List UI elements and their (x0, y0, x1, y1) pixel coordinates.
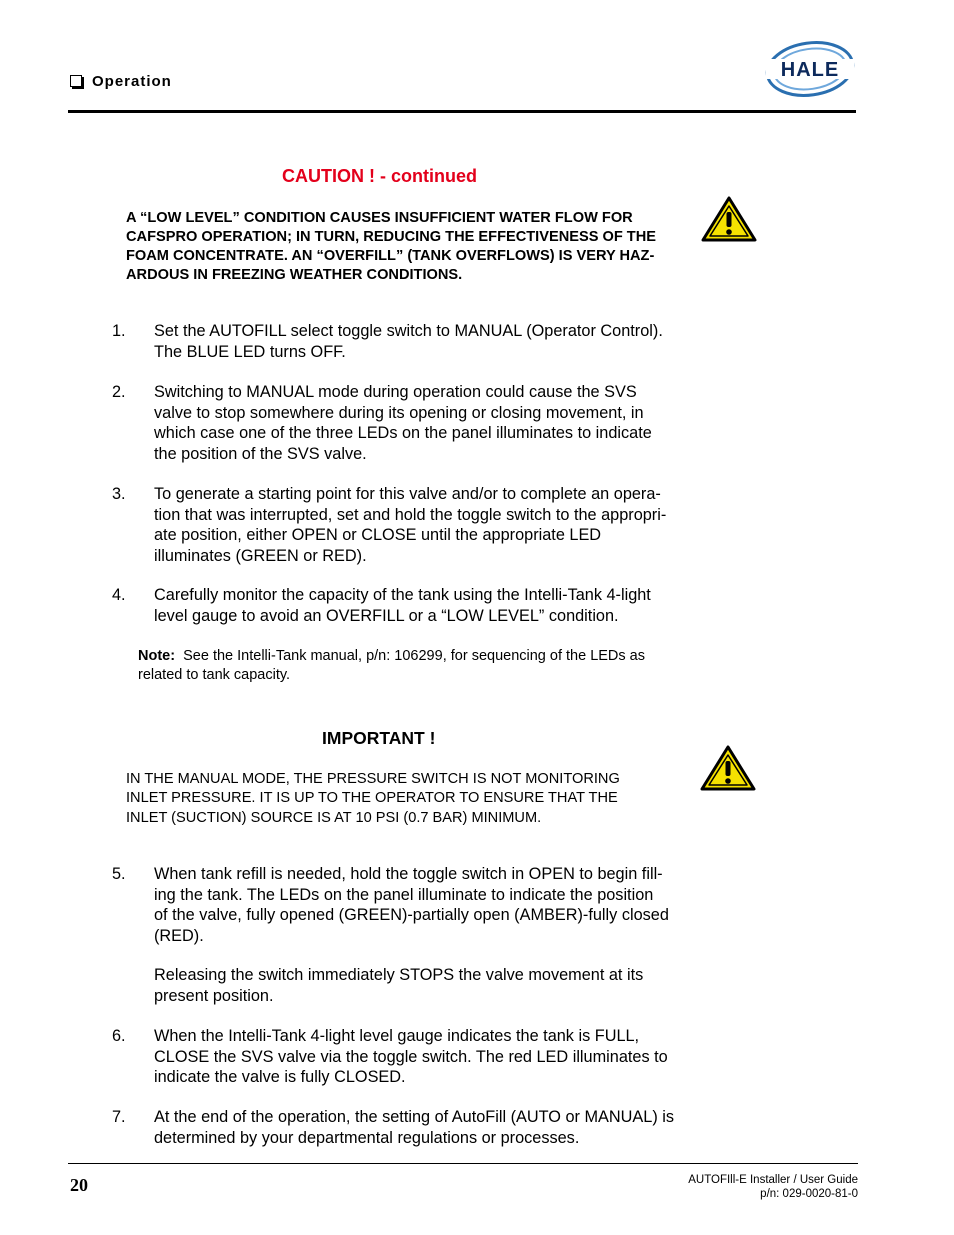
note (138, 647, 698, 684)
step-line: To generate a starting point for this valve and/or to complete an opera- (154, 485, 661, 503)
list-item (112, 382, 702, 464)
step-number: 3. (112, 485, 126, 503)
step-line: Set the AUTOFILL select toggle switch to MANUAL (Operator Control). (154, 322, 663, 340)
caution-line: FOAM CONCENTRATE. AN “OVERFILL” (TANK OVERFLOWS) IS VERY HAZ- (126, 248, 655, 264)
step-line: determined by your departmental regulations or processes. (154, 1128, 580, 1147)
step-line: ing the tank. The LEDs on the panel illuminate to indicate the position (154, 885, 654, 904)
list-item (112, 1107, 702, 1148)
step-line: When tank refill is needed, hold the toggle switch in OPEN to begin fill- (154, 865, 663, 883)
footer-rule (68, 1163, 858, 1164)
step-number: 2. (112, 383, 126, 401)
caution-title: CAUTION ! - continued (282, 166, 477, 186)
step-line: Releasing the switch immediately STOPS the valve movement at its (154, 966, 644, 984)
note-line: related to tank capacity. (138, 666, 291, 683)
important-line: INLET PRESSURE. IT IS UP TO THE OPERATOR TO ENSURE THAT THE (126, 790, 618, 807)
step-line: of the valve, fully opened (GREEN)-partially open (AMBER)-fully closed (154, 906, 669, 924)
step-line: present position. (154, 986, 274, 1005)
section-title: Operation (92, 73, 172, 90)
step-line: tion that was interrupted, set and hold the toggle switch to the appropri- (154, 505, 667, 524)
step-line: Switching to MANUAL mode during operation could cause the SVS (154, 383, 637, 401)
step-line: At the end of the operation, the setting of AutoFill (AUTO or MANUAL) is (154, 1108, 675, 1126)
step-line: ate position, either OPEN or CLOSE until the appropriate LED (154, 526, 602, 544)
step-line: which case one of the three LEDs on the panel illuminates to indicate (154, 424, 652, 442)
section-label (70, 73, 172, 90)
caution-line: ARDOUS IN FREEZING WEATHER CONDITIONS. (126, 267, 463, 283)
step-number: 7. (112, 1108, 126, 1126)
footer-doc-info (688, 1173, 858, 1201)
list-item (112, 864, 702, 946)
warning-triangle-icon (700, 744, 756, 792)
important-text (126, 770, 696, 828)
step-number: 6. (112, 1027, 126, 1045)
list-item (112, 321, 702, 362)
step-line: valve to stop somewhere during its opening or closing movement, in (154, 403, 644, 422)
step-line: indicate the valve is fully CLOSED. (154, 1068, 406, 1086)
list-item (112, 585, 702, 626)
caution-line: A “LOW LEVEL” CONDITION CAUSES INSUFFICIENT WATER FLOW FOR (126, 210, 633, 226)
step-line: level gauge to avoid an OVERFILL or a “LOW LEVEL” condition. (154, 606, 619, 625)
step-number: 5. (112, 865, 126, 883)
list-item (112, 965, 702, 1006)
step-line: illuminates (GREEN or RED). (154, 546, 367, 565)
step-number: 4. (112, 586, 126, 604)
header-rule (68, 110, 856, 113)
svg-text:HALE: HALE (780, 59, 840, 81)
note-line: See the Intelli-Tank manual, p/n: 106299, for sequencing of the LEDs as (183, 648, 646, 664)
step-number: 1. (112, 322, 126, 340)
important-title: IMPORTANT ! (322, 728, 436, 748)
step-line: CLOSE the SVS valve via the toggle switch. The red LED illuminates to (154, 1047, 668, 1066)
list-item (112, 1026, 702, 1088)
caution-line: CAFSPRO OPERATION; IN TURN, REDUCING THE EFFECTIVENESS OF THE (126, 229, 656, 245)
step-line: Carefully monitor the capacity of the tank using the Intelli-Tank 4-light (154, 586, 651, 604)
hale-logo (762, 38, 858, 100)
note-label: Note: (138, 648, 176, 664)
list-item (112, 484, 702, 566)
important-line: INLET (SUCTION) SOURCE IS AT 10 PSI (0.7 BAR) MINIMUM. (126, 809, 542, 826)
step-line: The BLUE LED turns OFF. (154, 342, 346, 361)
checkbox-bullet-icon (70, 75, 82, 87)
doc-title: AUTOFIll-E Installer / User Guide (688, 1174, 858, 1186)
step-line: When the Intelli-Tank 4-light level gauge indicates the tank is FULL, (154, 1027, 640, 1045)
page-number: 20 (70, 1175, 88, 1195)
warning-triangle-icon (701, 195, 757, 243)
important-line: IN THE MANUAL MODE, THE PRESSURE SWITCH IS NOT MONITORING (126, 771, 620, 787)
step-line: the position of the SVS valve. (154, 444, 367, 463)
step-line: (RED). (154, 926, 204, 945)
caution-text (126, 209, 706, 285)
part-number: p/n: 029-0020-81-0 (760, 1188, 858, 1200)
